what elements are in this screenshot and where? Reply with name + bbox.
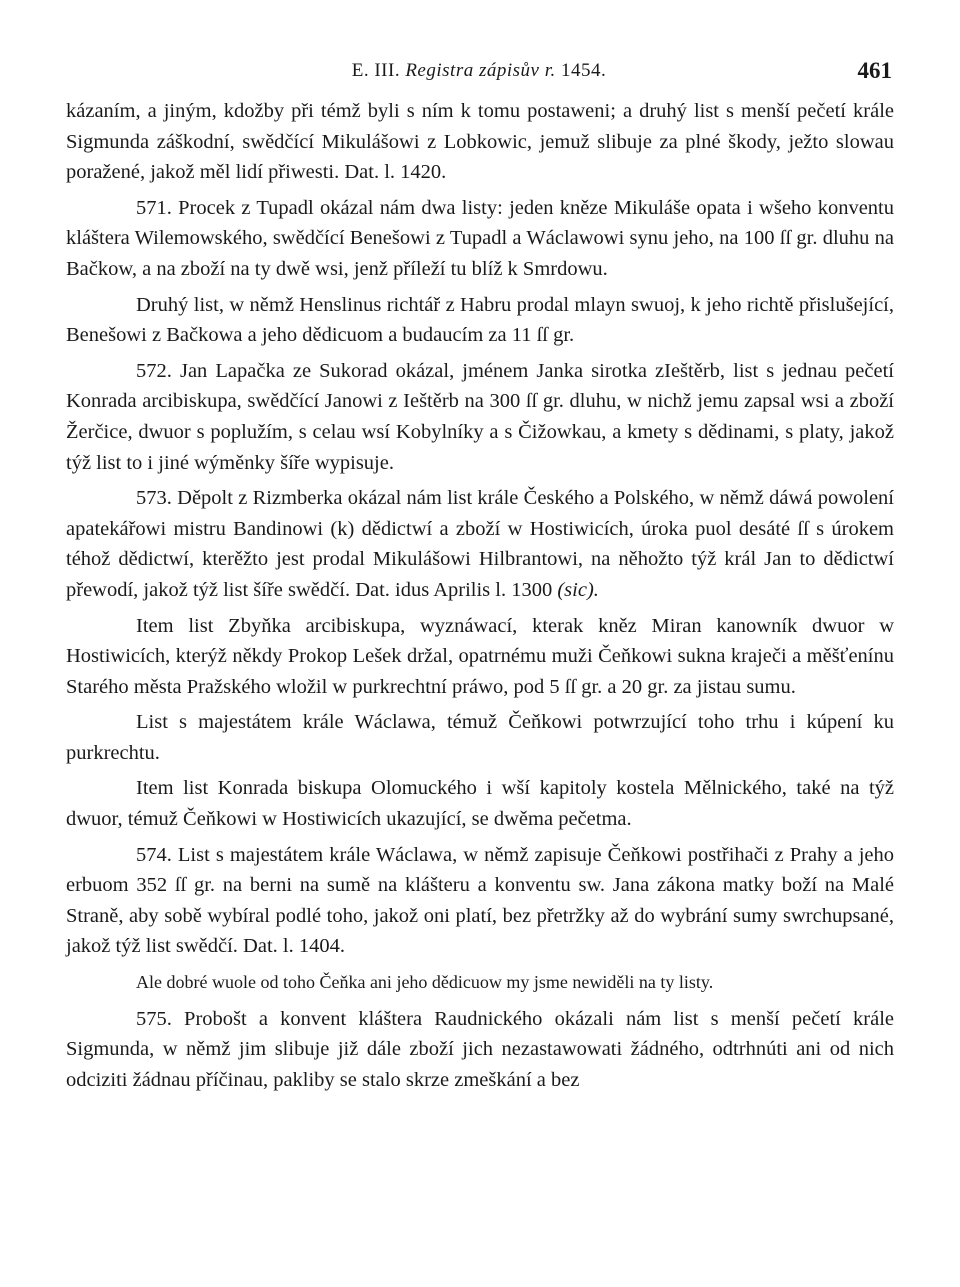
paragraph-573-item-zbynek: Item list Zbyňka arcibiskupa, wyznáwací, kterak kněz Miran kanowník dwuor w Hostiwicích, kterýž někdy Prokop Lešek držal, opatrnému muži Čeňkowi sukna kraječi a měšťenínu Starého města Pražského wložil w purkrechtní práwo, pod 5 ſſ gr. a 20 gr. za jistau sumu. [66,614,894,698]
paragraph-573 [66,483,894,605]
paragraph-571: 571. Procek z Tupadl okázal nám dwa listy: jeden kněze Mikuláše opata i wšeho konventu kláštera Wilemowského, swědčící Benešowi z Tupadl a Wáclawowi synu jeho, na 100 ſſ gr. dluhu na Bačkow, a na zboží na ty dwě wsi, jenž příleží tu blíž k Smrdowu. [66,196,894,280]
running-title [66,60,892,82]
running-title-year: 1454. [561,60,607,81]
paragraph-571-second-letter: Druhý list, w němž Henslinus richtář z Habru prodal mlayn swuoj, k jeho richtě přislušející, Benešowi z Bačkowa a jeho dědicuom a budaucím za 11 ſſ gr. [66,293,894,347]
paragraph-574-note: Ale dobré wuole od toho Čeňka ani jeho dědicuow my jsme newiděli na ty listy. [136,972,714,993]
paragraph-574: 574. List s majestátem krále Wáclawa, w němž zapisuje Čeňkowi postřihači z Prahy a jeho erbuom 352 ſſ gr. na berni na sumě na klášteru a konventu sw. Jana zákona matky boží na Malé Straně, aby sobě wybíral podlé toho, jakož oni platí, bez přetržky až do wybrání sumy swrchupsané, jakož týž list swědčí. Dat. l. 1404. [66,843,894,958]
page-header [66,60,892,90]
page-number: 461 [857,58,892,83]
paragraph-continuation: kázaním, a jiným, kdožby při témž byli s ním k tomu postaweni; a druhý list s menší pečetí krále Sigmunda záškodní, swědčící Mikulášowi z Lobkowic, jemuž slibuje za plné škody, ježto slowau poražené, jakož měl lidí přiwesti. Dat. l. 1420. [66,100,894,184]
paragraph-573-majestat: List s majestátem krále Wáclawa, témuž Čeňkowi potwrzující toho trhu i kúpení ku purkrechtu. [66,711,894,764]
paragraph-572: 572. Jan Lapačka ze Sukorad okázal, jménem Janka sirotka zIeštěrb, list s jednau pečetí Konrada arcibiskupa, swědčící Janowi z Ieštěrb na 300 ſſ gr. dluhu, w nichž jemu zapsal wsi a zboží Žerčice, dwuor s poplužím, s celau wsí Kobylníky a s Čižowkau, a kmety s dědinami, s platy, jakož týž list to i jiné wýměnky šíře wypisuje. [66,359,894,474]
paragraph-573-text: 573. Děpolt z Rizmberka okázal nám list krále Českého a Polského, w němž dáwá powolení apatekářowi mistru Bandinowi (k) dědictwí a zboží w Hostiwicích, úroka puol desáté ſſ s úrokem téhož dědictwí, kterěžto jest prodal Mikulášowi Hilbrantowi, na něhožto týž král Jan to dědictwí přewodí, jakož týž list šíře swědčí. Dat. idus Aprilis l. 1300 [66,487,894,601]
running-title-section: E. III. [351,60,401,81]
running-title-italic: Registra zápisův r. [405,60,556,81]
paragraph-575: 575. Probošt a konvent kláštera Raudnického okázali nám list s menší pečetí krále Sigmunda, w němž jim slibuje již dále zboží jich nezastawowati žádného, odtrhnúti ani od nich odciziti žádnau příčinau, pakliby se stalo skrze zmeškání a bez [66,1007,894,1091]
sic-note: (sic). [557,578,599,601]
paragraph-573-item-konrad: Item list Konrada biskupa Olomuckého i wší kapitoly kostela Mělnického, také na týž dwuor, témuž Čeňkowi w Hostiwicích ukazující, se dwěma pečetma. [66,777,894,831]
body-text [66,96,894,1100]
